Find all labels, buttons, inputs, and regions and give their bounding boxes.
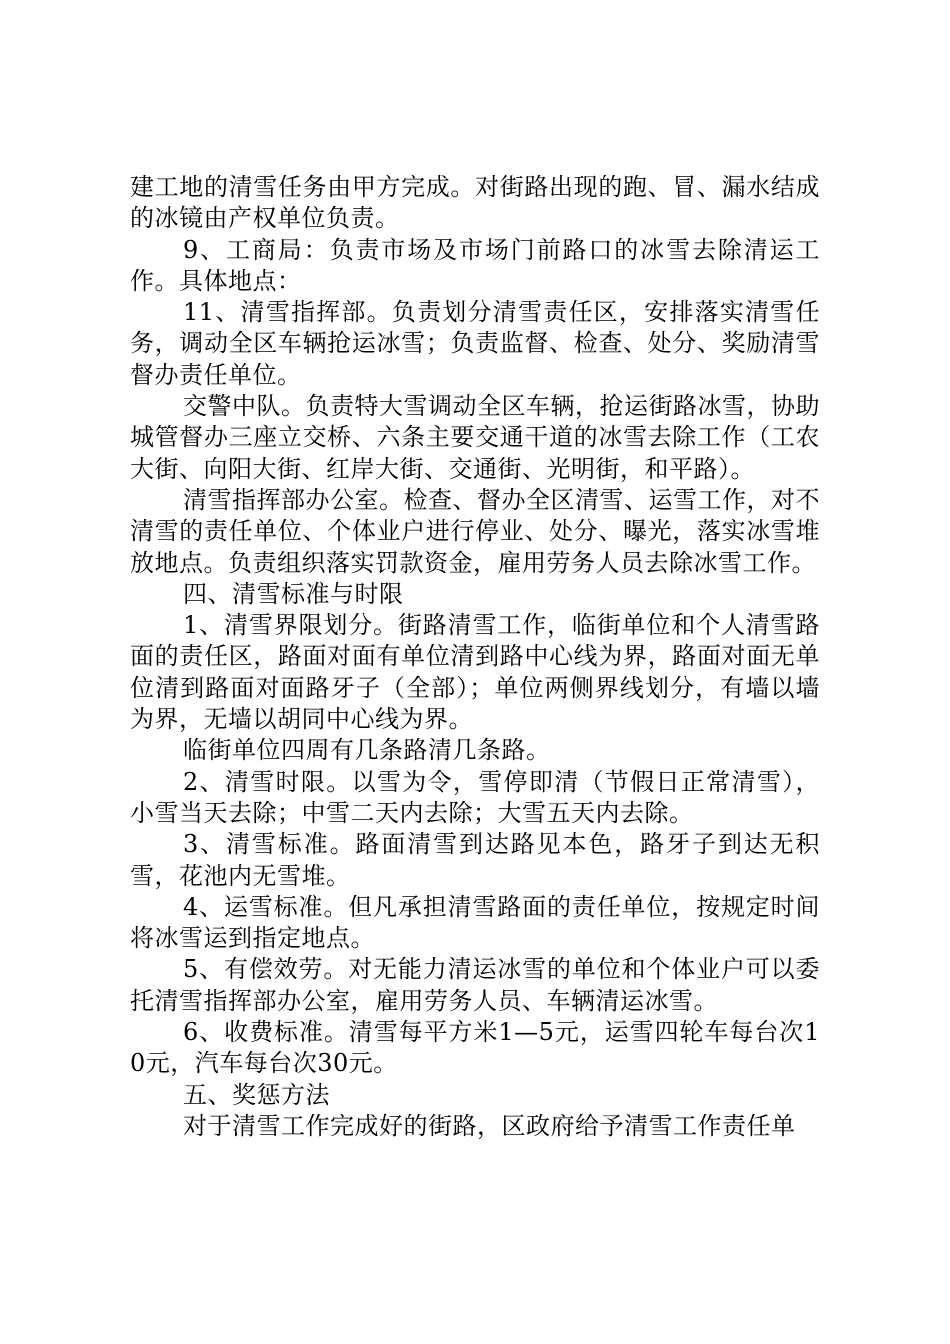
paragraph-5: 清雪指挥部办公室。检查、督办全区清雪、运雪工作，对不清雪的责任单位、个体业户进行停业、处分、曝光，落实冰雪堆放地点。负责组织落实罚款资金，雇用劳务人员去除冰雪工作。 [130, 485, 820, 577]
paragraph-1: 建工地的清雪任务由甲方完成。对街路出现的跑、冒、漏水结成的冰镜由产权单位负责。 [130, 173, 820, 233]
section-heading-5: 五、奖惩方法 [183, 1080, 330, 1109]
paragraph-12: 5、有偿效劳。对无能力清运冰雪的单位和个体业户可以委托清雪指挥部办公室，雇用劳务人员、车辆清运冰雪。 [130, 955, 820, 1015]
paragraph-11: 4、运雪标准。但凡承担清雪路面的责任单位，按规定时间将冰雪运到指定地点。 [130, 892, 820, 953]
paragraph-7: 1、清雪界限划分。街路清雪工作，临街单位和个人清雪路面的责任区，路面对面有单位清到路中心线为界，路面对面无单位清到路面对面路牙子（全部）；单位两侧界线划分，有墙以墙为界，无墙以胡同中心线为界。 [130, 611, 820, 734]
paragraph-2: 9、工商局：负责市场及市场门前路口的冰雪去除清运工作。具体地点： [130, 235, 820, 295]
paragraph-13: 6、收费标准。清雪每平方米1—5元，运雪四轮车每台次10元，汽车每台次30元。 [130, 1018, 820, 1078]
paragraph-10: 3、清雪标准。路面清雪到达路见本色，路牙子到达无积雪，花池内无雪堆。 [130, 830, 820, 890]
paragraph-15: 对于清雪工作完成好的街路，区政府给予清雪工作责任单 [183, 1111, 796, 1140]
paragraph-4: 交警中队。负责特大雪调动全区车辆，抢运街路冰雪，协助城管督办三座立交桥、六条主要交通干道的冰雪去除工作（工农大街、向阳大街、红岸大街、交通街、光明街，和平路）。 [130, 392, 820, 483]
document-body [130, 172, 820, 1142]
paragraph-3: 11、清雪指挥部。负责划分清雪责任区，安排落实清雪任务，调动全区车辆抢运冰雪；负责监督、检查、处分、奖励清雪督办责任单位。 [130, 298, 820, 389]
paragraph-9: 2、清雪时限。以雪为令，雪停即清（节假日正常清雪），小雪当天去除；中雪二天内去除；大雪五天内去除。 [130, 767, 820, 827]
section-heading-4: 四、清雪标准与时限 [183, 579, 404, 608]
paragraph-8: 临街单位四周有几条路清几条路。 [183, 736, 551, 765]
